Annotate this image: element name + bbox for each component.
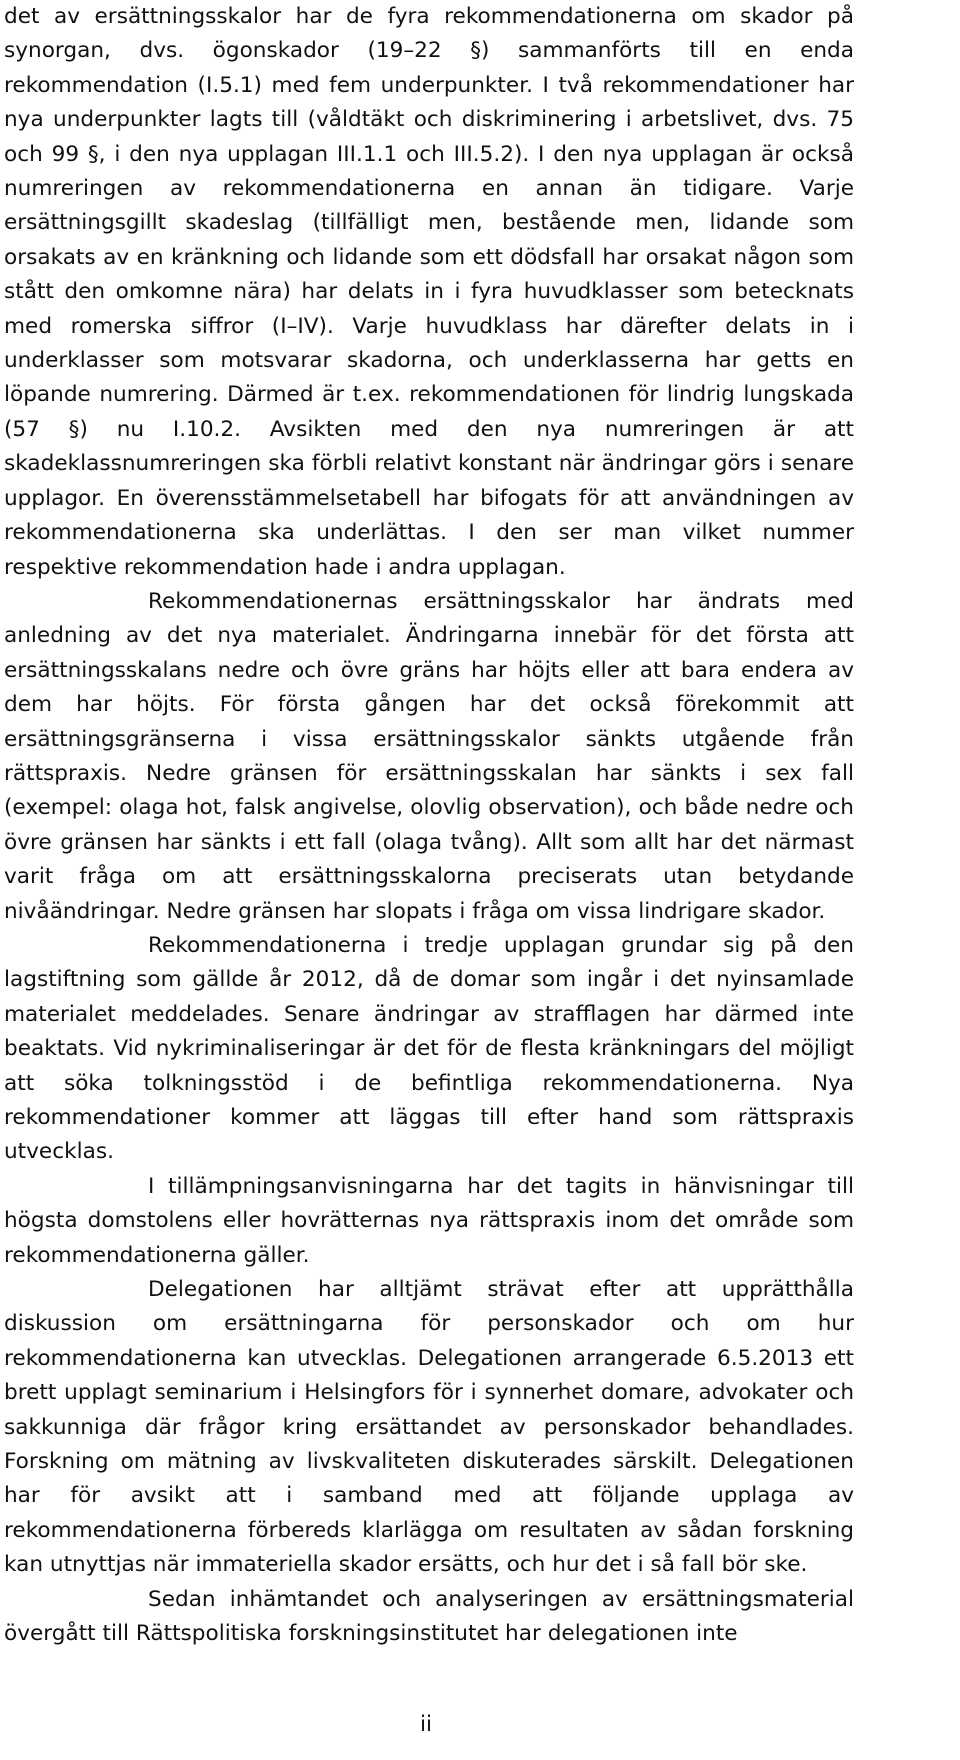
paragraph-2: Rekommendationernas ersättningsskalor har ändrats med anledning av det nya materialet. Ändringarna innebär för det första att ersättningsskalans nedre och övre gräns har höjts eller att bara endera av dem har höjts. För första gången har det också förekommit att ersättningsgränserna i vissa ersättningsskalor sänkts utgående från rättspraxis. Nedre gränsen för ersättningsskalan har sänkts i sex fall (exempel: olaga hot, falsk angivelse, olovlig observation), och både nedre och övre gränsen har sänkts i ett fall (olaga tvång). Allt som allt har det närmast varit fråga om att ersättningsskalorna preciserats utan betydande nivåändringar. Nedre gränsen har slopats i fråga om vissa lindrigare skador. [4,588,854,924]
paragraph-4: I tillämpningsanvisningarna har det tagits in hänvisningar till högsta domstolens eller hovrätternas nya rättspraxis inom det område som rekommendationerna gäller. [4,1173,854,1268]
paragraph-6: Sedan inhämtandet och analyseringen av ersättningsmaterial övergått till Rättspolitiska forskningsinstitutet har delegationen inte [4,1586,854,1647]
page-number: ii [420,1712,432,1737]
paragraph-3: Rekommendationerna i tredje upplagan grundar sig på den lagstiftning som gällde år 2012, då de domar som ingår i det nyinsamlade materialet meddelades. Senare ändringar av strafflagen har därmed inte beaktats. Vid nykriminaliseringar är det för de flesta kränkningars del möjligt att söka tolkningsstöd i de befintliga rekommendationerna. Nya rekommendationer kommer att läggas till efter hand som rättspraxis utvecklas. [4,932,854,1165]
paragraph-1: det av ersättningsskalor har de fyra rekommendationerna om skador på synorgan, dvs. ögonskador (19–22 §) sammanförts till en enda rekommendation (I.5.1) med fem underpunkter. I två rekommendationer har nya underpunkter lagts till (våldtäkt och diskriminering i arbetslivet, dvs. 75 och 99 §, i den nya upplagan III.1.1 och III.5.2). I den nya upplagan är också numreringen av rekommendationerna en annan än tidigare. Varje ersättningsgillt skadeslag (tillfälligt men, bestående men, lidande som orsakats av en kränkning och lidande som ett dödsfall har orsakat någon som stått den omkomne nära) har delats in i fyra huvudklasser som betecknats med romerska siffror (I–IV). Varje huvudklass har därefter delats in i underklasser som motsvarar skadorna, och underklasserna har getts en löpande numrering. Därmed är t.ex. rekommendationen för lindrig lungskada (57 §) nu I.10.2. Avsikten med den nya numreringen är att skadeklassnumreringen ska förbli relativt konstant när ändringar görs i senare upplagor. En överensstämmelsetabell har bifogats för att användningen av rekommendationerna ska underlättas. I den ser man vilket nummer respektive rekommendation hade i andra upplagan. [4,4,854,580]
body-text [4,0,854,1652]
paragraph-5: Delegationen har alltjämt strävat efter att upprätthålla diskussion om ersättningarna för personskador och om hur rekommendationerna kan utvecklas. Delegationen arrangerade 6.5.2013 ett brett upplagt seminarium i Helsingfors för i synnerhet domare, advokater och sakkunniga där frågor kring ersättandet av personskador behandlades. Forskning om mätning av livskvaliteten diskuterades särskilt. Delegationen har för avsikt att i samband med att följande upplaga av rekommendationerna förbereds klarlägga om resultaten av sådan forskning kan utnyttjas när immateriella skador ersätts, och hur det i så fall bör ske. [4,1277,854,1578]
